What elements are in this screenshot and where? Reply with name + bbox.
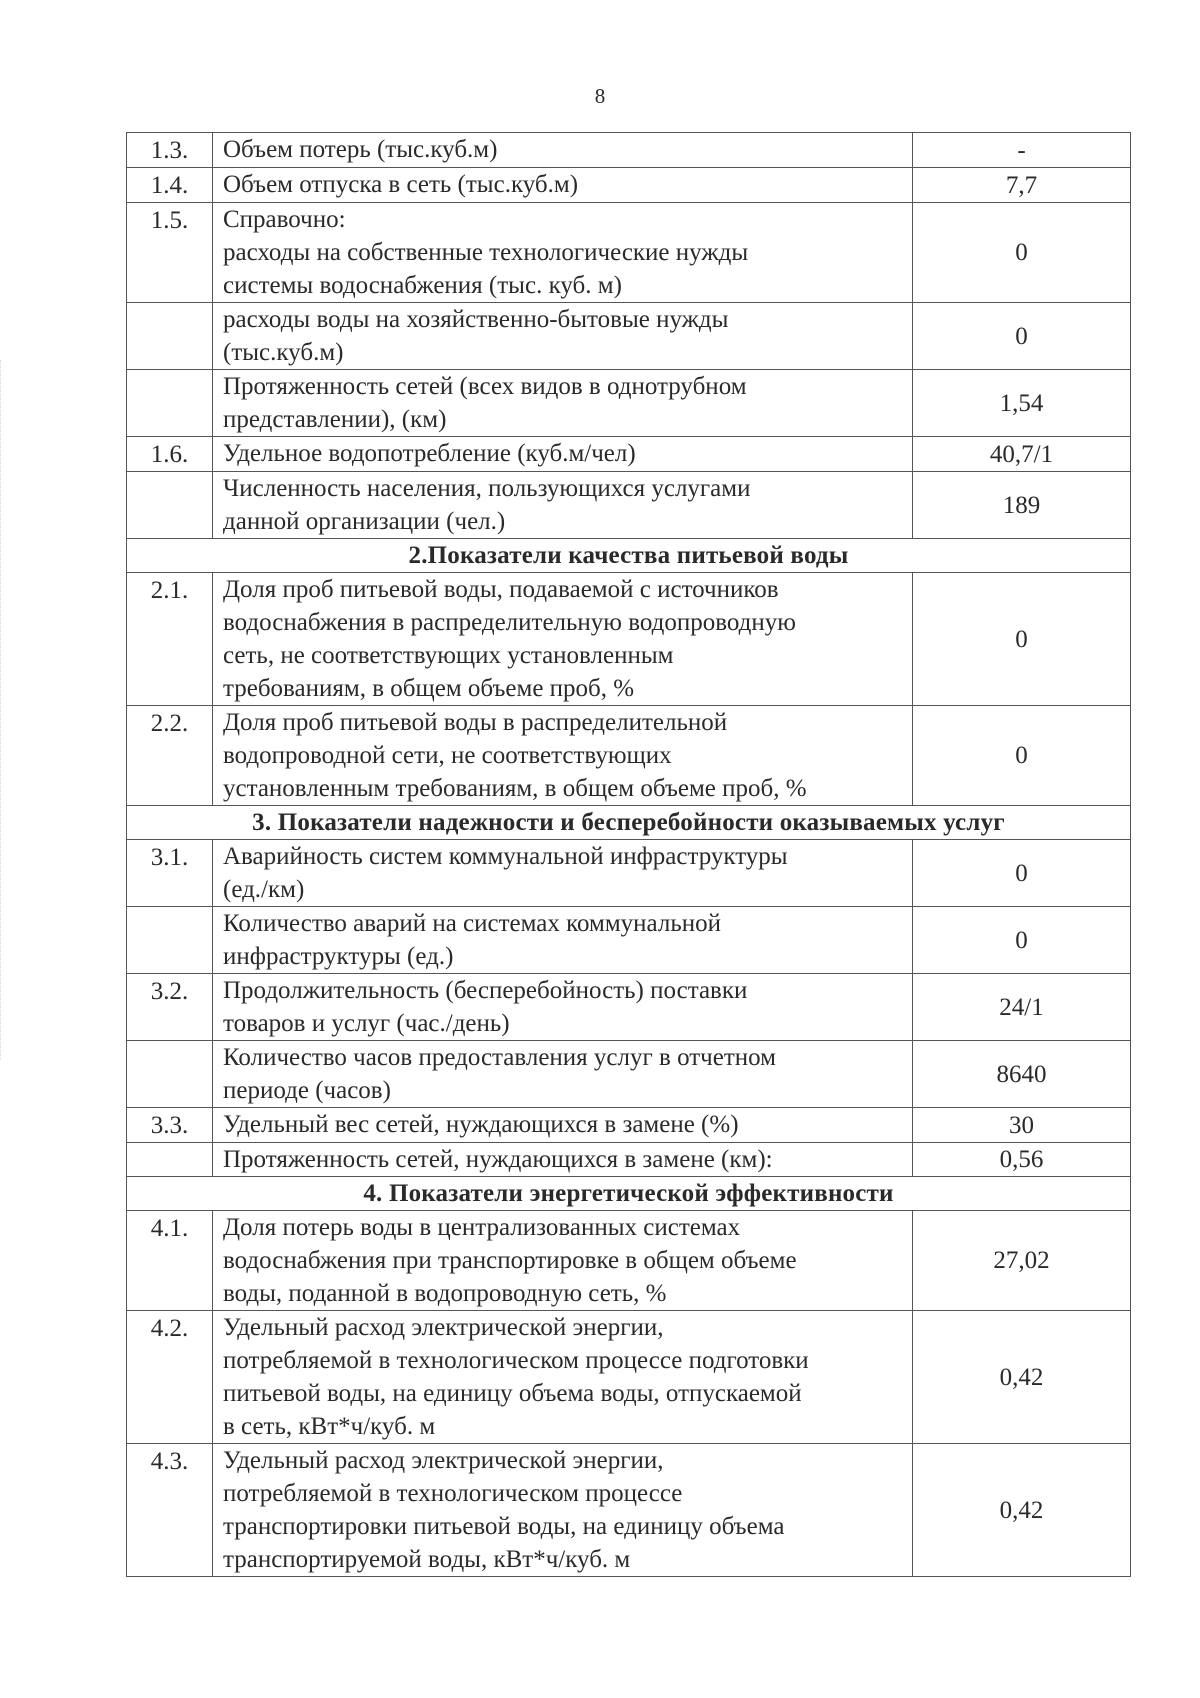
row-number [127, 303, 213, 370]
description-line: установленным требованиям, в общем объеме проб, % [223, 775, 807, 802]
description-line: потребляемой в технологическом процессе подготовки [223, 1347, 809, 1374]
table-row [127, 1108, 1131, 1143]
row-number: 4.1. [127, 1211, 213, 1311]
indicator-value: 8640 [913, 1041, 1131, 1108]
row-number [127, 472, 213, 539]
indicator-description [213, 168, 913, 203]
indicators-table-body [127, 133, 1131, 1577]
description-line: расходы воды на хозяйственно-бытовые нужды [223, 306, 729, 333]
description-line: системы водоснабжения (тыс. куб. м) [223, 272, 622, 299]
indicator-value: 24/1 [913, 974, 1131, 1041]
indicator-description [213, 437, 913, 472]
description-line: Доля проб питьевой воды в распределительной [223, 709, 728, 736]
indicator-value: 30 [913, 1108, 1131, 1143]
description-line: Доля потерь воды в централизованных системах [223, 1214, 741, 1241]
row-number: 2.1. [127, 573, 213, 706]
indicator-value: 0 [913, 907, 1131, 974]
row-number: 4.2. [127, 1311, 213, 1444]
indicator-description [213, 706, 913, 806]
description-line: сеть, не соответствующих установленным [223, 642, 674, 669]
description-line: Объем потерь (тыс.куб.м) [223, 136, 498, 163]
description-line: товаров и услуг (час./день) [223, 1010, 510, 1037]
description-line: Справочно: [223, 206, 346, 233]
description-line: Протяженность сетей (всех видов в однотрубном [223, 373, 747, 400]
table-row [127, 706, 1131, 806]
indicator-value: 0 [913, 706, 1131, 806]
description-line: периоде (часов) [223, 1077, 391, 1104]
page-number: 8 [594, 84, 606, 108]
indicator-description [213, 1143, 913, 1177]
row-number: 1.5. [127, 203, 213, 303]
indicator-description [213, 203, 913, 303]
description-line: Удельный вес сетей, нуждающихся в замене (%) [223, 1111, 739, 1138]
description-line: Протяженность сетей, нуждающихся в замене (км): [223, 1146, 773, 1173]
description-line: водоснабжения при транспортировке в общем объеме [223, 1247, 797, 1274]
description-line: представлении), (км) [223, 406, 447, 433]
section-title: 2.Показатели качества питьевой воды [127, 539, 1131, 573]
indicator-description [213, 974, 913, 1041]
indicator-description [213, 1444, 913, 1577]
indicator-description [213, 907, 913, 974]
indicator-value: 0 [913, 303, 1131, 370]
row-number: 1.6. [127, 437, 213, 472]
row-number [127, 1143, 213, 1177]
description-line: Удельный расход электрической энергии, [223, 1314, 664, 1341]
indicator-description [213, 472, 913, 539]
table-row [127, 1311, 1131, 1444]
table-row [127, 303, 1131, 370]
description-line: Объем отпуска в сеть (тыс.куб.м) [223, 171, 579, 198]
description-line: Продолжительность (бесперебойность) поставки [223, 977, 748, 1004]
scan-edge-marks [0, 360, 5, 1060]
indicator-description [213, 573, 913, 706]
indicator-description [213, 1041, 913, 1108]
indicator-value: 27,02 [913, 1211, 1131, 1311]
description-line: водопроводной сети, не соответствующих [223, 742, 672, 769]
description-line: Количество часов предоставления услуг в отчетном [223, 1044, 776, 1071]
table-row [127, 472, 1131, 539]
description-line: данной организации (чел.) [223, 508, 506, 535]
table-row [127, 133, 1131, 168]
description-line: воды, поданной в водопроводную сеть, % [223, 1280, 667, 1307]
indicator-description [213, 133, 913, 168]
description-line: инфраструктуры (ед.) [223, 943, 454, 970]
table-row [127, 840, 1131, 907]
indicator-value: 0,42 [913, 1311, 1131, 1444]
section-title: 4. Показатели энергетической эффективности [127, 1177, 1131, 1211]
row-number [127, 370, 213, 437]
description-line: требованиям, в общем объеме проб, % [223, 675, 635, 702]
description-line: в сеть, кВт*ч/куб. м [223, 1413, 436, 1440]
section-header-row [127, 1177, 1131, 1211]
description-line: Аварийность систем коммунальной инфраструктуры [223, 843, 788, 870]
section-header-row [127, 539, 1131, 573]
row-number: 4.3. [127, 1444, 213, 1577]
indicator-value: 0 [913, 203, 1131, 303]
indicator-description [213, 1108, 913, 1143]
indicator-value: 40,7/1 [913, 437, 1131, 472]
table-row [127, 203, 1131, 303]
description-line: (ед./км) [223, 876, 305, 903]
table-row [127, 573, 1131, 706]
indicator-description [213, 1311, 913, 1444]
description-line: Доля проб питьевой воды, подаваемой с источников [223, 576, 779, 603]
description-line: Количество аварий на системах коммунальной [223, 910, 722, 937]
row-number: 3.1. [127, 840, 213, 907]
description-line: расходы на собственные технологические нужды [223, 239, 749, 266]
table-row [127, 437, 1131, 472]
indicator-value: 189 [913, 472, 1131, 539]
indicators-table [126, 132, 1131, 1577]
row-number [127, 907, 213, 974]
description-line: питьевой воды, на единицу объема воды, отпускаемой [223, 1380, 802, 1407]
indicator-description [213, 303, 913, 370]
row-number [127, 1041, 213, 1108]
indicator-description [213, 840, 913, 907]
section-header-row [127, 806, 1131, 840]
description-line: (тыс.куб.м) [223, 339, 344, 366]
row-number: 1.4. [127, 168, 213, 203]
description-line: Численность населения, пользующихся услугами [223, 475, 751, 502]
indicator-value: 1,54 [913, 370, 1131, 437]
description-line: транспортировки питьевой воды, на единицу объема [223, 1513, 785, 1540]
table-row [127, 1143, 1131, 1177]
description-line: транспортируемой воды, кВт*ч/куб. м [223, 1546, 631, 1573]
table-row [127, 907, 1131, 974]
row-number: 2.2. [127, 706, 213, 806]
indicator-value: - [913, 133, 1131, 168]
indicator-value: 7,7 [913, 168, 1131, 203]
row-number: 3.3. [127, 1108, 213, 1143]
description-line: Удельный расход электрической энергии, [223, 1447, 664, 1474]
indicator-value: 0 [913, 573, 1131, 706]
description-line: потребляемой в технологическом процессе [223, 1480, 683, 1507]
table-row [127, 1041, 1131, 1108]
indicator-description [213, 1211, 913, 1311]
section-title: 3. Показатели надежности и бесперебойности оказываемых услуг [127, 806, 1131, 840]
description-line: водоснабжения в распределительную водопроводную [223, 609, 796, 636]
indicator-value: 0,56 [913, 1143, 1131, 1177]
table-row [127, 1211, 1131, 1311]
row-number: 3.2. [127, 974, 213, 1041]
indicator-description [213, 370, 913, 437]
table-row [127, 168, 1131, 203]
table-row [127, 974, 1131, 1041]
table-row [127, 370, 1131, 437]
indicator-value: 0,42 [913, 1444, 1131, 1577]
row-number: 1.3. [127, 133, 213, 168]
description-line: Удельное водопотребление (куб.м/чел) [223, 440, 636, 467]
indicator-value: 0 [913, 840, 1131, 907]
table-row [127, 1444, 1131, 1577]
